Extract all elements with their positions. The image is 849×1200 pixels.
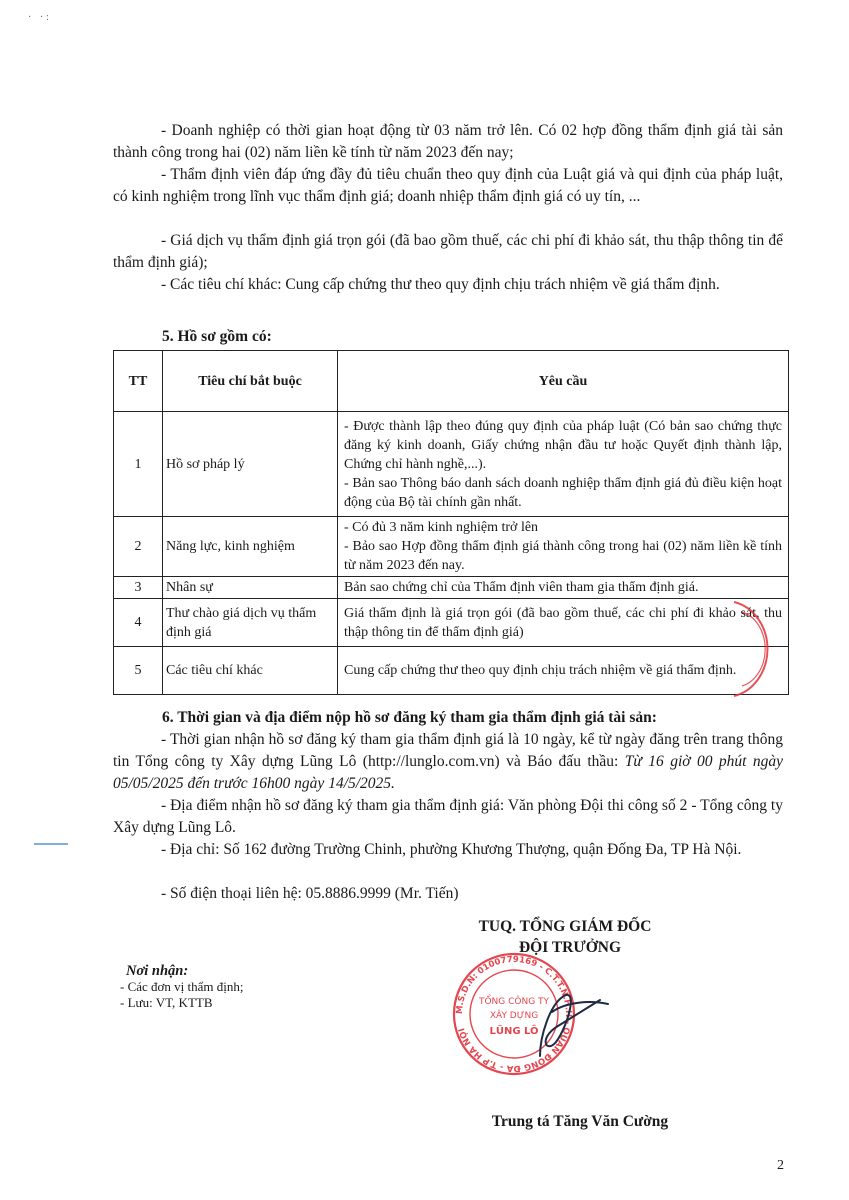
requirements-table xyxy=(113,350,789,695)
recipients-title: Nơi nhận: xyxy=(126,963,189,979)
row-criterion: Năng lực, kinh nghiệm xyxy=(163,517,338,577)
col-tt: TT xyxy=(114,351,163,412)
submission-time xyxy=(113,729,783,795)
submission-address: - Địa chỉ: Số 162 đường Trường Chinh, phường Khương Thượng, quận Đống Đa, TP Hà Nội. xyxy=(161,841,742,858)
svg-text:LŨNG LÔ: LŨNG LÔ xyxy=(489,1026,539,1037)
row-criterion: Nhân sự xyxy=(163,577,338,599)
table-row xyxy=(114,599,789,647)
table-header-row xyxy=(114,351,789,412)
recipient-item: - Các đơn vị thẩm định; xyxy=(120,979,244,994)
criteria-p2: - Thẩm định viên đáp ứng đầy đủ tiêu chuẩn theo quy định của Luật giá và qui định của pháp luật, có kinh nghiệm trong lĩnh vục thẩm định giá; doanh nhiệp thẩm định giá có uy tín, ... xyxy=(113,166,783,205)
row-requirement: Giá thẩm định là giá trọn gói (đã bao gồm thuế, các chi phí đi khảo sát, thu thập thông tin để thẩm định giá) xyxy=(338,599,789,647)
row-criterion: Hồ sơ pháp lý xyxy=(163,412,338,517)
criteria-p4: - Các tiêu chí khác: Cung cấp chứng thư theo quy định chịu trách nhiệm về giá thẩm định. xyxy=(161,276,720,293)
section6-heading: 6. Thời gian và địa điểm nộp hồ sơ đăng ký tham gia thẩm định giá tài sản: xyxy=(162,709,657,726)
criteria-p3: - Giá dịch vụ thẩm định giá trọn gói (đã bao gồm thuế, các chi phí đi khảo sát, thu thập thông tin để thẩm định giá); xyxy=(113,232,783,271)
submission-time-range: Từ 16 giờ 00 phút ngày 05/05/2025 đến trước 16h00 ngày 14/5/2025. xyxy=(113,753,784,792)
row-requirement: - Có đủ 3 năm kinh nghiệm trở lên - Bảo sao Hợp đồng thẩm định giá thành công trong hai (02) năm liền kề tính từ năm 2023 đến nay. xyxy=(338,517,789,577)
col-requirement: Yêu cầu xyxy=(338,351,789,412)
recipient-item: - Lưu: VT, KTTB xyxy=(120,995,213,1010)
table-row xyxy=(114,647,789,695)
edge-stamp-icon xyxy=(728,600,773,700)
submission-location: - Địa điểm nhận hồ sơ đăng ký tham gia thẩm định giá: Văn phòng Đội thi công số 2 - Tổng công ty Xây dựng Lũng Lô. xyxy=(113,797,783,836)
svg-text:M.S.D.N: 0100779169 - C.T.T.N.: M.S.D.N: 0100779169 - C.T.T.N.H.H - QUẬN ĐỐNG ĐA - T.P HÀ NỘI xyxy=(454,954,574,1074)
contact-phone: - Số điện thoại liên hệ: 05.8886.9999 (Mr. Tiến) xyxy=(161,885,459,902)
scan-mark xyxy=(34,843,68,845)
signer-name: Trung tá Tăng Văn Cường xyxy=(491,1113,669,1130)
table-row xyxy=(114,517,789,577)
table-row xyxy=(114,412,789,517)
page-number: 2 xyxy=(777,1158,784,1173)
svg-text:TỔNG CÔNG TY: TỔNG CÔNG TY xyxy=(478,997,550,1007)
col-criterion: Tiêu chí bắt buộc xyxy=(163,351,338,412)
table-row xyxy=(114,577,789,599)
criteria-p1: - Doanh nghiệp có thời gian hoạt động từ 03 năm trở lên. Có 02 hợp đồng thẩm định giá tài sản thành công trong hai (02) năm liền kề tính từ năm 2023 đến nay; xyxy=(113,122,783,161)
row-requirement xyxy=(338,412,789,517)
row-criterion: Thư chào giá dịch vụ thẩm định giá xyxy=(163,599,338,647)
recipients-block xyxy=(120,963,244,1011)
signature-title: TUQ. TỔNG GIÁM ĐỐC xyxy=(478,918,652,935)
row-tt: 4 xyxy=(114,599,163,647)
company-stamp-icon xyxy=(440,952,610,1082)
row-tt: 2 xyxy=(114,517,163,577)
row-tt: 5 xyxy=(114,647,163,695)
req-line: - Được thành lập theo đúng quy định của pháp luật (Có bản sao chứng thực đăng ký kinh doanh, Giấy chứng nhận đầu tư hoặc Quyết định thành lập, Chứng chỉ hành nghề,...). - Bản sao Thông báo danh sách doanh nghiệp thẩm định giá đủ điều kiện hoạt động của Bộ tài chính gần nhất. xyxy=(344,418,782,510)
row-tt: 3 xyxy=(114,577,163,599)
row-requirement: Bản sao chứng chỉ của Thẩm định viên tham gia thẩm định giá. xyxy=(338,577,789,599)
row-tt: 1 xyxy=(114,412,163,517)
scan-specks: · ·: xyxy=(28,12,52,23)
submission-time-lead: - Thời gian nhận hồ sơ đăng ký tham gia thẩm định giá là 10 ngày, kể từ ngày đăng trên trang thông tin Tổng công ty Xây dựng Lũng Lô (http://lunglo.com.vn) và Báo đấu thầu: xyxy=(113,731,783,770)
svg-text:XÂY DỰNG: XÂY DỰNG xyxy=(489,1011,539,1021)
signature-position: ĐỘI TRƯỞNG xyxy=(518,939,622,956)
row-requirement: Cung cấp chứng thư theo quy định chịu trách nhiệm về giá thẩm định. xyxy=(338,647,789,695)
section5-heading: 5. Hồ sơ gồm có: xyxy=(162,328,272,345)
row-criterion: Các tiêu chí khác xyxy=(163,647,338,695)
